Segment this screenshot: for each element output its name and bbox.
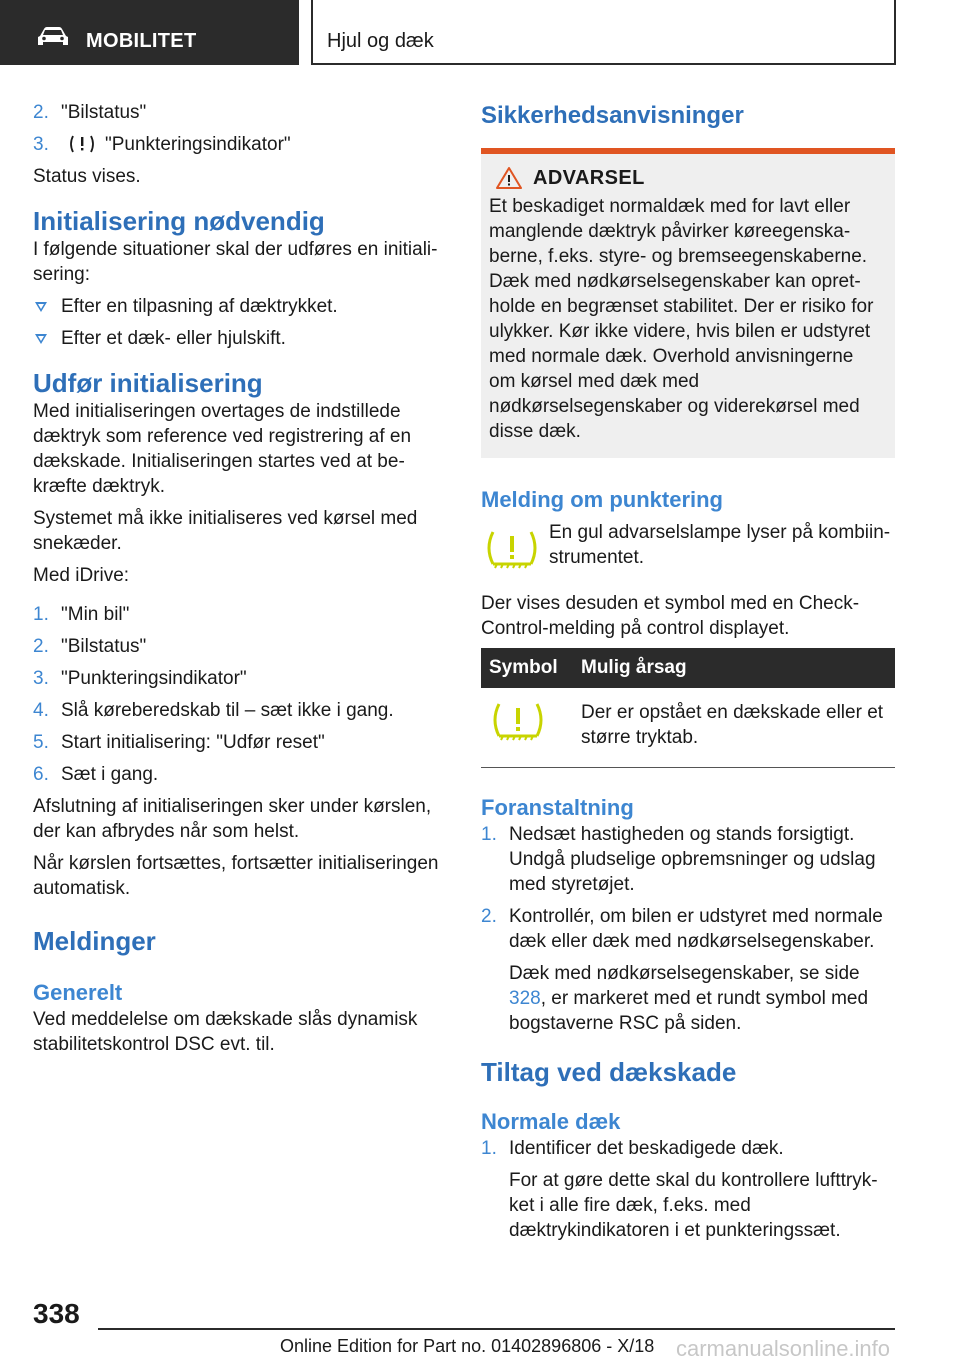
paragraph: Med initialiseringen overtages de indstillede dæktryk som reference ved registrering af en dækskade. Initialiseringen startes ved at bekræfte dæktryk. (33, 401, 412, 497)
heading-general: Generelt (33, 980, 123, 1005)
table-header-symbol: Symbol (481, 648, 573, 688)
left-column (33, 100, 441, 1064)
paragraph: For at gøre dette skal du kontrollere lufttrykket i alle fire dæk, f.eks. med dæktrykindikatoren i et punkteringssæt. (509, 1170, 878, 1241)
symbol-table (481, 648, 895, 768)
edition-text: Online Edition for Part no. 01402896806 - X/18 (280, 1336, 655, 1356)
heading-messages: Meldinger (33, 926, 156, 956)
paragraph: En gul advarselslampe lyser på kombiinstrumentet. (549, 522, 891, 568)
section-tab (0, 0, 299, 65)
paragraph: Med iDrive: (33, 565, 130, 586)
table-row (481, 688, 895, 768)
step-item: 4. Slå kørеberedskab til – sæt ikke i gang. (33, 700, 394, 721)
paragraph: Dæk med nødkørselsegenskaber, se side 328, er markeret med et rundt symbol med bogstaverne RSC på siden. (509, 963, 869, 1034)
heading-do-init: Udfør initialisering (33, 368, 263, 398)
bullet-item: Efter et dæk- eller hjulskift. (33, 326, 441, 351)
heading-safety: Sikkerhedsanvisninger (481, 102, 744, 129)
tire-pressure-lamp-icon (483, 528, 541, 572)
status-text: Status vises. (33, 166, 141, 187)
list-item: 2. "Bilstatus" (33, 102, 147, 123)
page-number: 338 (33, 1298, 80, 1329)
paragraph: Der vises desuden et symbol med en Check-Control-melding på control displayet. (481, 593, 860, 639)
heading-normal: Normale dæk (481, 1109, 621, 1134)
chapter-header (311, 0, 896, 65)
step-item: 3. "Punkteringsindikator" (33, 668, 247, 689)
page-link[interactable]: 328 (509, 988, 541, 1009)
heading-init-needed: Initialisering nødvendig (33, 206, 325, 236)
watermark: carmanualsonline.info (676, 1336, 891, 1361)
warning-box (481, 148, 895, 458)
heading-puncture: Melding om punktering (481, 487, 723, 512)
list-item: 3. "Punkteringsindikator" (33, 134, 291, 155)
heading-damage: Tiltag ved dækskade (481, 1057, 737, 1087)
paragraph: Afslutning af initialiseringen sker under kørslen, der kan afbrydes når som helst. (33, 796, 432, 842)
paragraph: I følgende situationer skal der udføres en initialisering: (33, 239, 438, 285)
step-item: 2. "Bilstatus" (33, 636, 147, 657)
chapter-title: Hjul og dæk (327, 30, 434, 52)
table-header-cause: Mulig årsag (573, 648, 895, 688)
bullet-item: Efter en tilpasning af dæktrykket. (33, 294, 441, 319)
step-item: 1. Nedsæt hastigheden og stands forsigtigt. Undgå pludselige opbremsninger og udslag med styretøjet. (481, 824, 876, 895)
step-item: 5. Start initialisering: "Udfør reset" (33, 732, 325, 753)
section-title: MOBILITET (86, 30, 197, 52)
paragraph: Når kørslen fortsættes, fortsætter initialiseringen automatisk. (33, 853, 439, 899)
step-item: 1. "Min bil" (33, 604, 130, 625)
car-icon (36, 26, 70, 48)
table-cell-cause: Der er opstået en dækskade eller et større tryktab. (573, 688, 895, 768)
warning-triangle-icon (495, 166, 523, 190)
tire-pressure-lamp-icon (489, 700, 547, 744)
footer-divider (98, 1328, 895, 1330)
step-item: 2. Kontrollér, om bilen er udstyret med normale dæk eller dæk med nødkørselsegenskaber. (481, 906, 883, 952)
right-column (481, 100, 895, 1250)
tire-pressure-warning-icon (67, 134, 97, 154)
warning-title: ADVARSEL (533, 166, 645, 189)
heading-measure: Foranstaltning (481, 795, 634, 820)
triangle-bullet-icon (35, 334, 47, 344)
step-item: 1. Identificer det beskadigede dæk. (481, 1138, 784, 1159)
triangle-bullet-icon (35, 302, 47, 312)
step-item: 6. Sæt i gang. (33, 764, 159, 785)
paragraph: Ved meddelelse om dækskade slås dynamisk stabilitetskontrol DSC evt. til. (33, 1009, 418, 1055)
warning-text: Et beskadiget normaldæk med for lavt eller manglende dæktryk påvirker køreegenskaberne, f.eks. styre- og bremseegenskaberne. Dæk med nødkørselsegenskaber kan opretholde en begrænset stabilitet. Der er risiko for ulykker. Kør ikke videre, hvis bilen er udstyret med normale dæk. Overhold anvisningerne om kørsel med dæk med nødkørselsegenskaber og viderekørsel med disse dæk. (489, 196, 874, 442)
paragraph: Systemet må ikke initialiseres ved kørsel med snekæder. (33, 508, 418, 554)
